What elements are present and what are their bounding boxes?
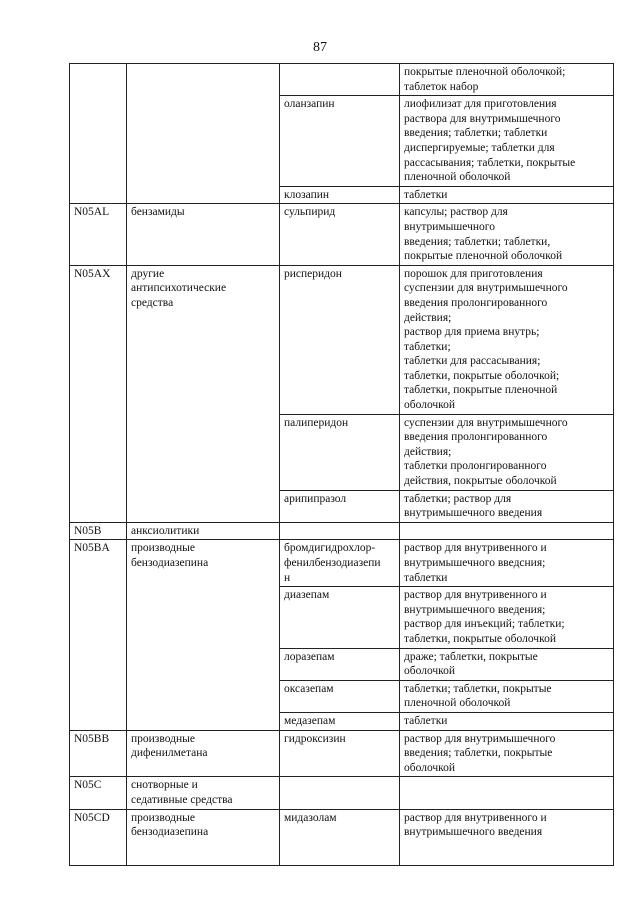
drug-cell: палиперидон xyxy=(280,414,400,490)
atc-code-cell xyxy=(70,64,127,204)
form-cell: таблетки; таблетки, покрытые пленочной оболочкой xyxy=(400,680,614,712)
drug-cell xyxy=(280,522,400,540)
group-cell: производные бензодиазепина xyxy=(127,540,280,730)
table-row xyxy=(70,265,614,414)
table-row xyxy=(70,522,614,540)
group-cell: бензамиды xyxy=(127,204,280,265)
drug-cell: клозапин xyxy=(280,186,400,204)
drug-cell: лоразепам xyxy=(280,648,400,680)
form-cell: драже; таблетки, покрытые оболочкой xyxy=(400,648,614,680)
drug-cell: оланзапин xyxy=(280,96,400,187)
atc-code-cell: N05CD xyxy=(70,809,127,865)
form-cell xyxy=(400,522,614,540)
drug-cell: гидроксизин xyxy=(280,730,400,777)
table-row xyxy=(70,777,614,809)
atc-code-cell: N05AL xyxy=(70,204,127,265)
atc-code-cell: N05AX xyxy=(70,265,127,522)
drug-cell: оксазепам xyxy=(280,680,400,712)
atc-code-cell: N05BA xyxy=(70,540,127,730)
group-cell: анксиолитики xyxy=(127,522,280,540)
form-cell: раствор для внутривенного и внутримышечного введения; раствор для инъекций; таблетки; таблетки, покрытые оболочкой xyxy=(400,587,614,648)
atc-code-cell: N05BB xyxy=(70,730,127,777)
table-row xyxy=(70,64,614,96)
drug-table xyxy=(69,63,614,866)
form-cell: таблетки xyxy=(400,186,614,204)
drug-cell: диазепам xyxy=(280,587,400,648)
page-number: 87 xyxy=(313,40,327,55)
drug-cell: медазепам xyxy=(280,712,400,730)
atc-code-cell: N05B xyxy=(70,522,127,540)
atc-code-cell: N05C xyxy=(70,777,127,809)
group-cell: снотворные и седативные средства xyxy=(127,777,280,809)
drug-cell: мидазолам xyxy=(280,809,400,865)
drug-cell: сульпирид xyxy=(280,204,400,265)
form-cell: таблетки; раствор для внутримышечного введения xyxy=(400,490,614,522)
form-cell: лиофилизат для приготовления раствора для внутримышечного введения; таблетки; таблетки диспергируемые; таблетки для рассасывания; таблетки, покрытые пленочной оболочкой xyxy=(400,96,614,187)
form-cell: раствор для внутривенного и внутримышечного введения xyxy=(400,809,614,865)
drug-cell: бромдигидрохлор- фенилбензодиазепи н xyxy=(280,540,400,587)
drug-cell: арипипразол xyxy=(280,490,400,522)
group-cell xyxy=(127,64,280,204)
table-row xyxy=(70,730,614,777)
table-row xyxy=(70,809,614,865)
drug-cell: рисперидон xyxy=(280,265,400,414)
drug-cell xyxy=(280,64,400,96)
form-cell: суспензии для внутримышечного введения пролонгированного действия; таблетки пролонгированного действия, покрытые оболочкой xyxy=(400,414,614,490)
form-cell: раствор для внутривенного и внутримышечного введсния; таблетки xyxy=(400,540,614,587)
form-cell xyxy=(400,777,614,809)
form-cell: порошок для приготовления суспензии для внутримышечного введения пролонгированного действия; раствор для приема внутрь; таблетки; таблетки для рассасывания; таблетки, покрытые оболочкой; таблетки, покрытые пленочной оболочкой xyxy=(400,265,614,414)
group-cell: другие антипсихотические средства xyxy=(127,265,280,522)
group-cell: производные бензодиазепина xyxy=(127,809,280,865)
form-cell: покрытые пленочной оболочкой; таблеток набор xyxy=(400,64,614,96)
table-row xyxy=(70,204,614,265)
group-cell: производные дифенилметана xyxy=(127,730,280,777)
form-cell: таблетки xyxy=(400,712,614,730)
drug-cell xyxy=(280,777,400,809)
form-cell: капсулы; раствор для внутримышечного введения; таблетки; таблетки, покрытые пленочной оболочкой xyxy=(400,204,614,265)
form-cell: раствор для внутримышечного введения; таблетки, покрытые оболочкой xyxy=(400,730,614,777)
table-row xyxy=(70,540,614,587)
